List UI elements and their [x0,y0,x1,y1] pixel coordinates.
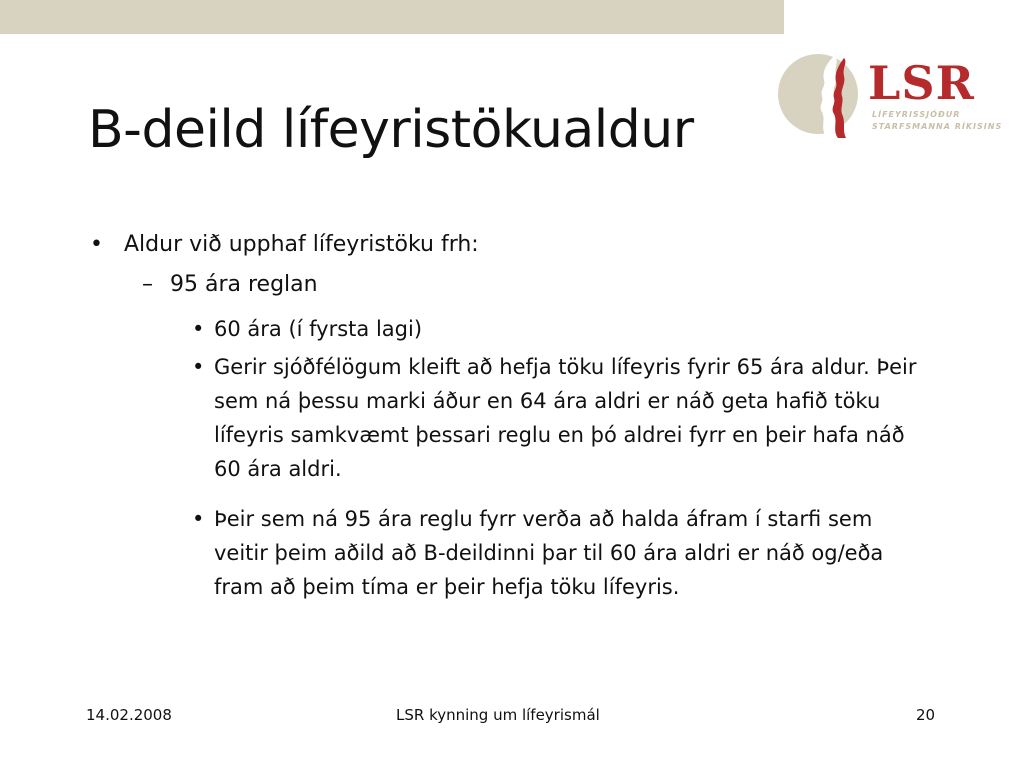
bullet-marker: • [192,317,205,341]
bullet-text: Aldur við upphaf lífeyristöku frh: [124,232,479,257]
slide-title: B-deild lífeyristökualdur [88,100,694,160]
logo-wordmark: LSR [868,56,975,110]
footer-title: LSR kynning um lífeyrismál [396,706,600,724]
dash-marker: – [142,272,153,297]
page-number: 20 [916,706,936,724]
bullet-marker: • [192,355,205,379]
bullet-text: 95 ára reglan [170,272,318,297]
logo-subtitle-line2: STARFSMANNA RÍKISINS [872,122,1003,131]
logo-subtitle-line1: LÍFEYRISSJÓÐUR [872,110,961,119]
bullet-text: Gerir sjóðfélögum kleift að hefja töku lífeyris fyrir 65 ára aldur. Þeir sem ná þessu marki áður en 64 ára aldri er náð geta hafið töku lífeyris samkvæmt þessari reglu en þó aldrei fyrr en þeir hafa náð 60 ára aldri. [214,355,917,481]
bullet-text: 60 ára (í fyrsta lagi) [214,317,423,341]
footer-date: 14.02.2008 [86,706,172,724]
bullet-text: Þeir sem ná 95 ára reglu fyrr verða að halda áfram í starfi sem veitir þeim aðild að B-deildinni þar til 60 ára aldri er náð og/eða fram að þeim tíma er þeir hefja töku lífeyris. [214,507,884,599]
bullet-marker: • [90,232,103,257]
bullet-marker: • [192,507,205,531]
